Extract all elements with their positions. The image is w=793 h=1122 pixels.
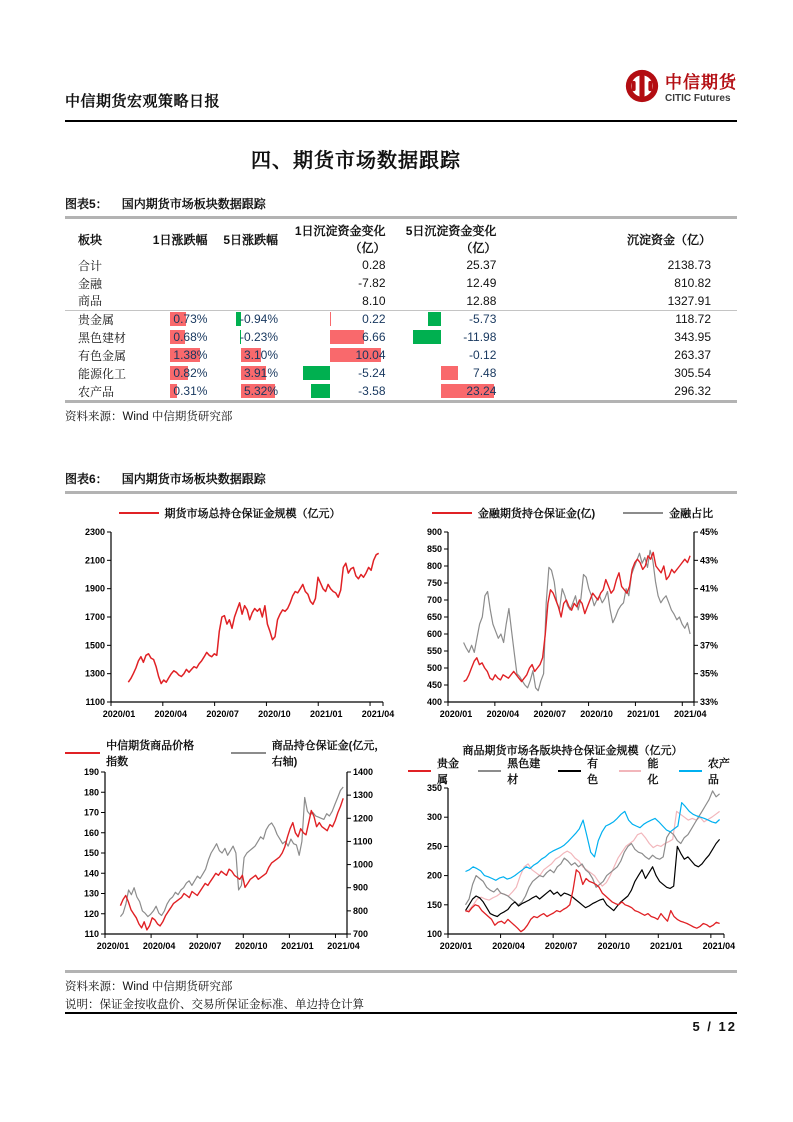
table-row — [65, 346, 737, 364]
column-header: 沉淀资金（亿） — [626, 232, 711, 247]
svg-text:35%: 35% — [699, 668, 718, 679]
legend-item — [623, 505, 713, 521]
cell-chg5: 3.91% — [209, 364, 280, 382]
cell-chg5: 5.32% — [209, 382, 280, 400]
chart-legend — [432, 504, 713, 522]
cell-flow1: 6.66 — [280, 328, 388, 346]
svg-text:2020/10: 2020/10 — [257, 709, 291, 719]
svg-text:2020/01: 2020/01 — [439, 941, 472, 951]
legend-line-icon — [619, 770, 642, 772]
cell-fund: 305.54 — [674, 366, 711, 380]
cell-flow1: -5.24 — [280, 364, 388, 382]
column-header: 5日涨跌幅 — [223, 232, 278, 247]
chart-financial-margin — [408, 504, 737, 728]
cell-fund: 263.37 — [674, 348, 711, 362]
cell-chg5 — [209, 274, 280, 292]
svg-text:2020/10: 2020/10 — [596, 941, 630, 951]
cell-fund: 2138.73 — [667, 258, 711, 272]
figure5-bottom-rule — [65, 400, 737, 403]
logo-chinese: 中信期货 — [665, 73, 737, 92]
svg-text:1200: 1200 — [352, 813, 373, 824]
svg-text:2020/07: 2020/07 — [544, 941, 577, 951]
svg-text:750: 750 — [426, 578, 442, 588]
svg-text:2100: 2100 — [84, 555, 105, 566]
legend-label: 能化 — [647, 758, 659, 786]
cell-flow5: 25.37 — [466, 258, 497, 272]
svg-text:160: 160 — [83, 827, 99, 838]
report-title: 中信期货宏观策略日报 — [65, 93, 221, 110]
figure5-source: 资料来源：Wind 中信期货研究部 — [65, 411, 233, 423]
cell-sector: 黑色建材 — [78, 330, 127, 345]
svg-text:100: 100 — [426, 929, 442, 939]
cell-flow5: -0.12 — [469, 348, 497, 362]
cell-chg1: 0.68% — [146, 328, 210, 346]
figure6-note: 说明：保证金按收盘价、交易所保证金标准、单边持仓计算 — [65, 999, 364, 1011]
svg-text:1100: 1100 — [352, 836, 373, 847]
legend-label: 中信期货商品价格指数 — [106, 740, 195, 768]
cell-chg5: -0.94% — [209, 310, 280, 328]
cell-fund: 1327.91 — [498, 292, 737, 310]
svg-text:120: 120 — [83, 908, 99, 919]
cell-chg1: 1.38% — [146, 346, 210, 364]
series-line — [465, 811, 719, 911]
citic-logo — [625, 68, 737, 104]
chart-total-margin — [65, 504, 394, 728]
legend-item — [432, 505, 595, 521]
cell-sector: 合计 — [78, 258, 103, 273]
svg-text:300: 300 — [426, 812, 442, 823]
cell-flow5: 7.48 — [388, 364, 499, 382]
legend-label: 期货市场总持仓保证金规模（亿元） — [164, 508, 341, 520]
cell-chg1: 0.73% — [146, 310, 210, 328]
svg-text:2020/10: 2020/10 — [234, 941, 268, 951]
cell-flow1: -7.82 — [358, 276, 386, 290]
cell-chg5: 3.10% — [209, 346, 280, 364]
svg-text:190: 190 — [83, 767, 99, 777]
legend-label: 有色 — [587, 758, 599, 786]
svg-text:700: 700 — [426, 595, 442, 605]
citic-logo-icon — [625, 69, 659, 103]
svg-text:2020/07: 2020/07 — [205, 709, 239, 719]
svg-text:37%: 37% — [699, 640, 718, 651]
svg-text:200: 200 — [426, 870, 442, 881]
legend-line-icon — [432, 512, 472, 514]
footer-divider — [65, 1012, 737, 1014]
figure6-caption — [65, 470, 737, 487]
svg-text:2020/07: 2020/07 — [188, 941, 221, 951]
table-row — [65, 274, 737, 292]
cell-chg5 — [209, 292, 280, 310]
svg-text:43%: 43% — [699, 555, 718, 566]
svg-text:2020/04: 2020/04 — [491, 941, 525, 951]
svg-text:2021/04: 2021/04 — [326, 941, 360, 951]
svg-text:2021/04: 2021/04 — [702, 941, 735, 951]
cell-flow1: 8.10 — [280, 292, 388, 310]
svg-text:400: 400 — [426, 697, 442, 707]
cell-fund: 810.82 — [674, 276, 711, 290]
svg-text:130: 130 — [83, 888, 99, 899]
svg-text:180: 180 — [83, 787, 99, 798]
svg-text:2020/01: 2020/01 — [102, 709, 135, 719]
legend-label: 贵金属 — [436, 758, 459, 786]
svg-text:2021/01: 2021/01 — [649, 941, 683, 951]
table-row — [65, 292, 737, 310]
svg-text:41%: 41% — [699, 583, 718, 594]
table-row — [65, 364, 737, 382]
chart-svg — [410, 524, 736, 728]
svg-text:850: 850 — [426, 544, 442, 554]
svg-text:900: 900 — [352, 882, 368, 893]
svg-text:1400: 1400 — [352, 767, 373, 777]
svg-text:2020/01: 2020/01 — [96, 941, 129, 951]
cell-flow5: 12.88 — [388, 292, 499, 310]
cell-fund: 118.72 — [675, 312, 711, 327]
sector-table — [65, 219, 737, 400]
svg-text:2020/04: 2020/04 — [486, 709, 519, 719]
svg-text:2020/07: 2020/07 — [532, 709, 566, 719]
legend-line-icon — [558, 770, 581, 772]
cell-chg1 — [146, 292, 210, 310]
svg-text:2300: 2300 — [84, 527, 105, 537]
svg-text:150: 150 — [426, 899, 442, 910]
legend-line-icon — [679, 770, 702, 772]
column-header: 1日涨跌幅 — [152, 232, 208, 247]
cell-sector: 有色金属 — [78, 348, 127, 363]
cell-flow1: 0.28 — [362, 258, 386, 272]
chart-commodity-price-index — [65, 742, 394, 960]
legend-label: 金融期货持仓保证金(亿) — [477, 508, 596, 520]
logo-english: CITIC Futures — [665, 93, 731, 104]
figure6-caption-label: 图表6： — [65, 472, 108, 486]
legend-label: 商品持仓保证金(亿元，右轴) — [271, 740, 386, 768]
svg-text:500: 500 — [426, 663, 442, 673]
series-line — [120, 787, 343, 917]
chart-legend — [119, 504, 341, 522]
svg-text:550: 550 — [426, 646, 442, 656]
svg-text:600: 600 — [426, 629, 442, 639]
figure6-bottom-rule — [65, 970, 737, 973]
column-header: 1日沉淀资金变化（亿） — [294, 224, 386, 255]
column-header: 板块 — [78, 232, 103, 247]
svg-text:1900: 1900 — [84, 583, 105, 594]
svg-text:1300: 1300 — [352, 790, 373, 801]
svg-text:2021/01: 2021/01 — [280, 941, 314, 951]
legend-label: 农产品 — [707, 758, 730, 786]
cell-sector: 能源化工 — [78, 366, 127, 381]
legend-line-icon — [65, 752, 100, 754]
section-title: 四、期货市场数据跟踪 — [251, 150, 461, 172]
cell-flow1: -3.58 — [280, 382, 388, 400]
figure6-source: 资料来源：Wind 中信期货研究部 — [65, 981, 233, 993]
svg-text:650: 650 — [426, 612, 442, 622]
table-row — [65, 382, 737, 400]
svg-text:900: 900 — [426, 527, 442, 537]
svg-text:2020/10: 2020/10 — [579, 709, 613, 719]
page-header — [65, 73, 737, 116]
cell-fund: 343.95 — [674, 330, 711, 344]
svg-text:2020/01: 2020/01 — [439, 709, 472, 719]
svg-text:800: 800 — [352, 905, 368, 916]
svg-text:2021/04: 2021/04 — [673, 709, 707, 719]
svg-text:1500: 1500 — [84, 640, 105, 651]
svg-text:39%: 39% — [699, 612, 718, 622]
svg-text:250: 250 — [426, 841, 442, 852]
cell-flow5: -5.73 — [388, 310, 499, 328]
svg-text:2020/04: 2020/04 — [142, 941, 175, 951]
sector-table-body — [65, 256, 737, 400]
cell-flow1: 10.04 — [280, 346, 388, 364]
series-line — [465, 791, 719, 905]
svg-text:700: 700 — [352, 929, 368, 939]
legend-label: 金融占比 — [669, 508, 714, 520]
svg-text:1700: 1700 — [84, 612, 105, 622]
series-line — [463, 550, 689, 690]
figure5-caption-title: 国内期货市场板块数据跟踪 — [121, 197, 266, 211]
legend-line-icon — [623, 512, 663, 514]
svg-text:1100: 1100 — [84, 697, 105, 707]
figure6-top-rule — [65, 491, 737, 494]
cell-sector: 商品 — [65, 292, 146, 310]
svg-text:1300: 1300 — [84, 668, 105, 679]
svg-text:33%: 33% — [699, 697, 718, 707]
svg-text:150: 150 — [83, 848, 99, 858]
cell-flow1: 0.22 — [280, 310, 388, 328]
chart-svg — [67, 764, 393, 960]
cell-flow5: -11.98 — [388, 328, 499, 346]
chart-svg — [67, 524, 393, 728]
cell-sector: 农产品 — [78, 384, 115, 399]
charts-grid — [65, 504, 737, 960]
column-header: 5日沉淀资金变化（亿） — [405, 224, 497, 255]
svg-text:350: 350 — [426, 783, 442, 793]
legend-line-icon — [119, 512, 159, 514]
figure5-caption — [65, 195, 737, 212]
cell-chg1 — [146, 256, 210, 274]
sector-table-head — [65, 219, 737, 256]
page-number: 5 / 12 — [692, 1019, 737, 1034]
cell-flow5: 12.49 — [466, 276, 497, 290]
cell-chg1 — [146, 274, 210, 292]
svg-text:2020/04: 2020/04 — [154, 709, 187, 719]
logo-text — [665, 68, 737, 104]
table-row — [65, 310, 737, 328]
cell-chg1: 0.82% — [146, 364, 210, 382]
svg-text:1000: 1000 — [352, 859, 373, 870]
series-line — [128, 553, 378, 683]
svg-text:110: 110 — [83, 929, 99, 939]
cell-sector: 金融 — [78, 276, 103, 291]
page-footer — [65, 1012, 737, 1034]
chart-sector-margins — [408, 742, 737, 960]
svg-text:140: 140 — [83, 868, 99, 879]
cell-flow5: 23.24 — [388, 382, 499, 400]
svg-text:450: 450 — [426, 680, 442, 690]
chart-legend — [65, 740, 394, 768]
table-row — [65, 328, 737, 346]
svg-text:45%: 45% — [699, 527, 718, 537]
svg-text:2021/01: 2021/01 — [309, 709, 343, 719]
cell-chg5 — [209, 256, 280, 274]
legend-line-icon — [408, 770, 431, 772]
series-line — [463, 552, 689, 681]
chart-svg — [410, 782, 736, 960]
header-divider — [65, 120, 737, 122]
figure6-caption-title: 国内期货市场板块数据跟踪 — [121, 472, 266, 486]
legend-line-icon — [231, 752, 266, 754]
legend-line-icon — [478, 770, 501, 772]
svg-text:2021/01: 2021/01 — [626, 709, 660, 719]
legend-label: 黑色建材 — [507, 758, 541, 786]
legend-item — [119, 505, 341, 521]
cell-chg1: 0.31% — [146, 382, 210, 400]
chart-legend — [408, 758, 737, 786]
table-row — [65, 256, 737, 274]
figure5-caption-label: 图表5： — [65, 197, 108, 211]
svg-text:800: 800 — [426, 561, 442, 571]
svg-text:2021/04: 2021/04 — [361, 709, 394, 719]
chart-title: 商品期货市场各版块持仓保证金规模（亿元） — [462, 745, 683, 757]
cell-fund: 296.32 — [674, 384, 711, 398]
cell-sector: 贵金属 — [78, 312, 115, 327]
svg-text:170: 170 — [83, 807, 99, 818]
cell-chg5: -0.23% — [239, 330, 278, 344]
